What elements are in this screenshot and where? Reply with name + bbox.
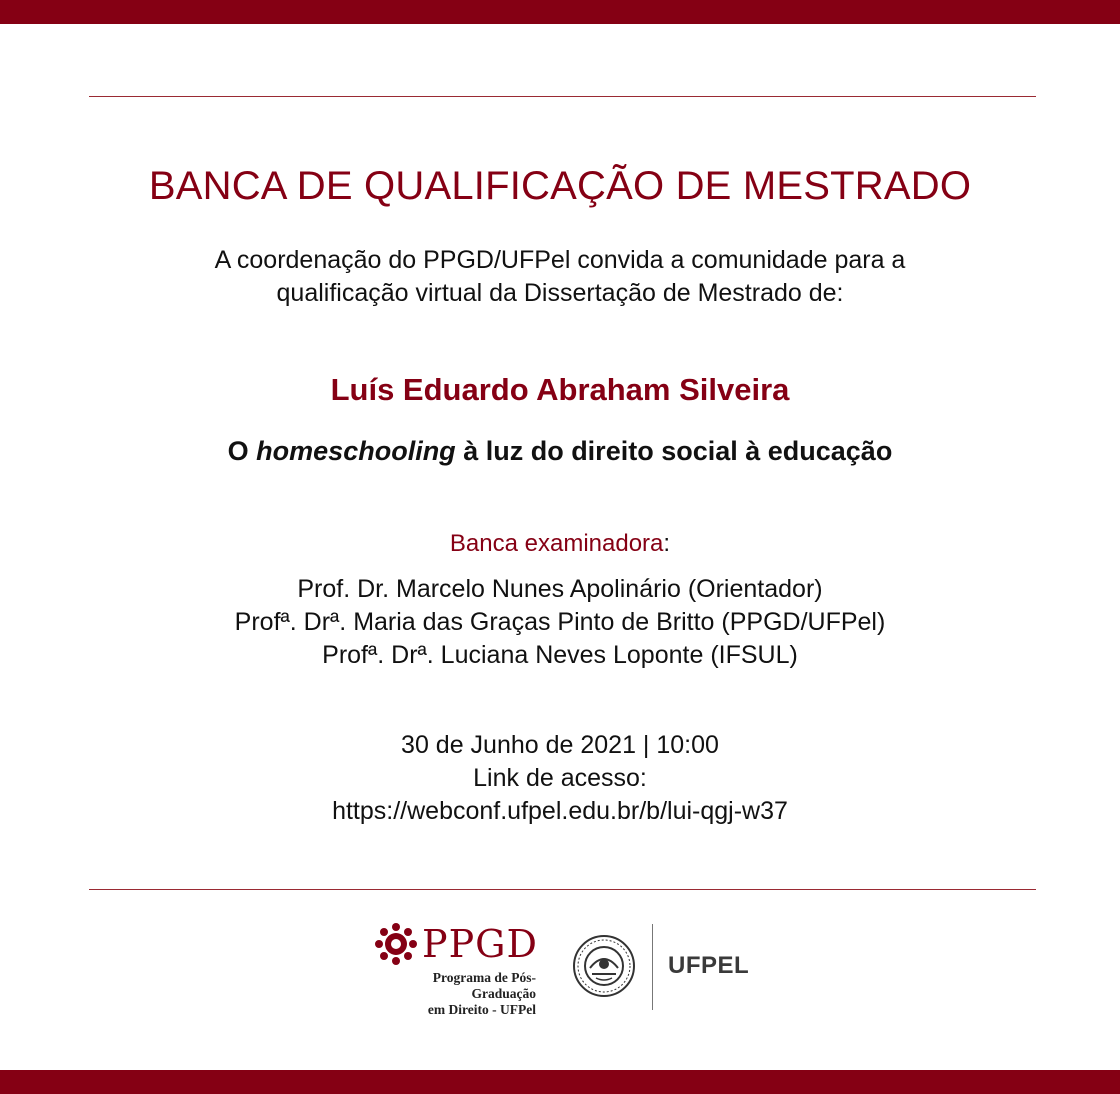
top-divider [89,96,1036,97]
ppgd-logo [370,918,540,1017]
banca-members [0,573,1120,672]
logo-divider [652,924,653,1010]
top-bar [0,0,1120,24]
event-info [0,729,1120,828]
thesis-suffix: à luz do direito social à educação [455,436,893,466]
intro-text [0,244,1120,310]
logos-row [0,918,1120,1018]
bottom-bar [0,1070,1120,1094]
member-2: Profª. Drª. Maria das Graças Pinto de Britto (PPGD/UFPel) [234,608,886,636]
intro-line-2: qualificação virtual da Dissertação de Mestrado de: [276,279,844,307]
intro-line-1: A coordenação do PPGD/UFPel convida a comunidade para a [214,246,906,274]
link-label: Link de acesso: [473,764,647,792]
banca-heading [0,528,1120,560]
access-link[interactable]: https://webconf.ufpel.edu.br/b/lui-qgj-w37 [332,797,788,825]
banca-label: Banca examinadora [449,530,664,557]
thesis-title [0,432,1120,470]
thesis-italic: homeschooling [256,436,456,466]
ppgd-subtitle [370,970,536,1018]
bottom-divider [89,889,1036,890]
ufpel-seal-icon [572,934,636,998]
ppgd-sub-line-2: em Direito - UFPel [427,1002,536,1017]
ppgd-flower-icon [374,922,418,966]
candidate-name: Luís Eduardo Abraham Silveira [330,372,790,407]
page-title: BANCA DE QUALIFICAÇÃO DE MESTRADO [148,164,972,208]
ufpel-name: UFPEL [668,952,750,979]
thesis-prefix: O [227,436,257,466]
ppgd-sub-line-1: Programa de Pós-Graduação [432,970,536,1001]
member-1: Prof. Dr. Marcelo Nunes Apolinário (Orientador) [297,575,823,603]
member-3: Profª. Drª. Luciana Neves Loponte (IFSUL) [322,641,798,669]
ppgd-name: PPGD [422,922,538,966]
event-datetime: 30 de Junho de 2021 | 10:00 [401,731,719,759]
banca-colon: : [663,530,671,557]
